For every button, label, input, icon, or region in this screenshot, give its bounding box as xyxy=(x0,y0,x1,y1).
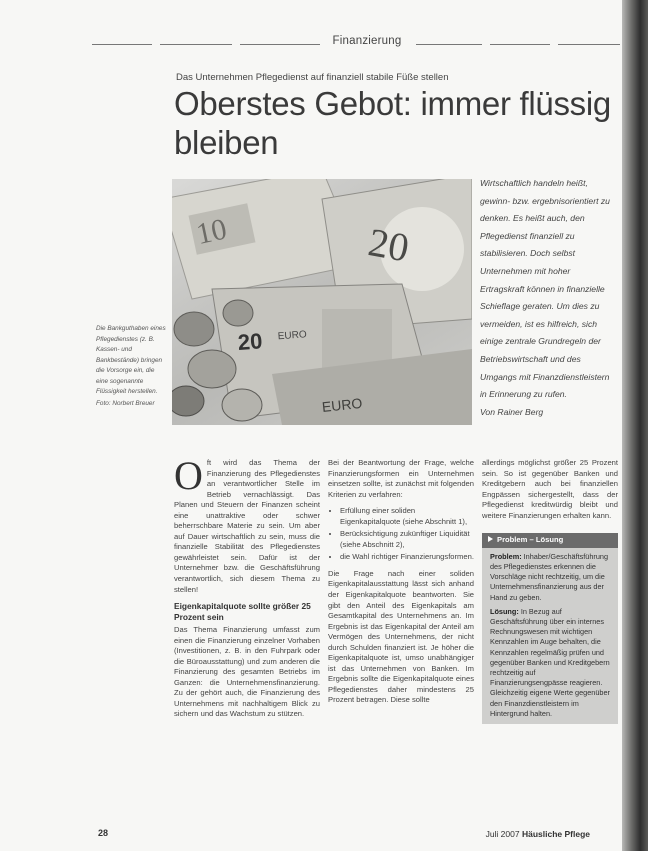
infobox-header: Problem – Lösung xyxy=(482,533,618,548)
rule xyxy=(240,44,320,45)
teaser xyxy=(480,175,614,421)
paragraph: Oft wird das Thema der Finanzierung des Pflegedienstes an verantwortlicher Stelle im Betrieb vernachlässigt. Das Planen und Steuern der Finanzen scheint eine unattraktive oder schwer beherrschbare Materie zu sein. Um aber auf Dauer wirtschaftlich zu sein, muss die finanzielle Stabilität des Pflegedienstes gewährleistet sein. Dafür ist der Unternehmer bzw. die Geschäftsführung verantwortlich, sich diesem Thema zu stellen! xyxy=(174,453,320,594)
article-column-2 xyxy=(328,458,474,712)
note-value: 10 xyxy=(193,212,230,251)
section-header xyxy=(92,36,620,50)
photo-credit: Foto: Norbert Breuer xyxy=(96,399,155,407)
rule xyxy=(490,44,550,45)
problem-solution-box xyxy=(482,533,618,724)
section-label: Finanzierung xyxy=(332,35,402,47)
magazine-name: Häusliche Pflege xyxy=(521,829,590,839)
paragraph: allerdings möglichst größer 25 Prozent sein. So ist gegenüber Banken und Kreditgebern auch bei finanziellen Engpässen sichergestellt, dass der Pflegedienst kreditwürdig bleibt und weitere Finanzierungen erhalten kann. xyxy=(482,458,618,520)
caption-text: Die Bankguthaben eines Pflegedienstes (z. B. Kassen- und Bankbestände) bringen die Vorsorge ein, die eine sogenannte Flüssigkeit herstellen. xyxy=(96,325,166,395)
problem-text: Problem: Inhaber/Geschäftsführung des Pflegedienstes erkennen die Vorschläge nicht rechtzeitig, um die Unternehmensfinanzierung aus der Hand zu geben. xyxy=(490,551,609,602)
issue-date: Juli 2007 xyxy=(485,829,520,839)
rule xyxy=(92,44,152,45)
note-value: 20 xyxy=(236,328,264,355)
bullet-list xyxy=(328,506,474,563)
paragraph: Bei der Beantwortung der Frage, welche Finanzierungsformen ein Unternehmen einsetzen sollte, ist zunächst mit folgenden Kriterien zu verfahren: xyxy=(328,458,474,499)
kicker: Das Unternehmen Pflegedienst auf finanziell stabile Füße stellen xyxy=(176,72,449,83)
page-footer xyxy=(486,829,590,839)
money-photo xyxy=(172,179,472,425)
list-item: • Berücksichtigung zukünftiger Liquidität (siehe Abschnitt 2), xyxy=(340,529,474,550)
rule xyxy=(558,44,620,45)
note-text: EURO xyxy=(321,394,364,416)
rule xyxy=(416,44,482,45)
photo-caption xyxy=(96,324,168,409)
subheading: Eigenkapitalquote sollte größer 25 Prozent sein xyxy=(174,601,311,622)
list-item: • Erfüllung einer soliden Eigenkapitalquote (siehe Abschnitt 1), xyxy=(340,506,474,527)
paragraph: Die Frage nach einer soliden Eigenkapitalausstattung lässt sich anhand der Eigenkapitalquote beantworten. Sie gibt den Anteil des Eigenkapitals am Gesamtkapital des Unternehmens an. Im Ergebnis ist das Eigenkapital der Anteil am Vermögen des Unternehmens, der nicht durch Schulden finanziert ist. Je höher die Eigenkapitalquote ist, umso unabhängiger ist das Unternehmen von Banken. Im Ergebnis sollte die Eigenkapitalquote eines Pflegedienstes daher mindestens 25 Prozent betragen. Diese sollte xyxy=(328,568,474,705)
play-arrow-icon xyxy=(488,536,493,542)
article-column-1 xyxy=(174,453,320,726)
author-byline: Von Rainer Berg xyxy=(480,406,544,417)
page-title: Oberstes Gebot: immer flüssig bleiben xyxy=(174,85,611,161)
solution-text: Lösung: In Bezug auf Geschäftsführung über ein internes Rechnungswesen mit wichtigen Kennzahlen im Auge behalten, die Kennzahlen regelmäßig prüfen und gegenüber Banken und Kreditgebern rechtzeitig auf Finanzierungsengpässe reagieren. Gleichzeitig eigene Werte gegenüber den Finanzdienstleistern im Hintergrund halten. xyxy=(490,606,610,718)
rule xyxy=(160,44,232,45)
paragraph: Das Thema Finanzierung umfasst zum einen die Finanzierung einzelner Vorhaben (Investitionen, z. B. in den Fuhrpark oder die Büroausstattung) und zum anderen die Finanzierung des gesamten Betriebs im Ganzen: die Unternehmensfinanzierung. Zu der gehört auch, die Finanzierung des Unternehmens mit nachhaltigem Blick zu sichern und das Wachstum zu stützen. xyxy=(174,625,320,719)
page-number: 28 xyxy=(98,828,109,838)
book-spine-shadow xyxy=(622,0,648,851)
list-item: • die Wahl richtiger Finanzierungsformen. xyxy=(340,552,474,563)
note-value: 20 xyxy=(365,219,413,271)
teaser-text: Wirtschaftlich handeln heißt, gewinn- bzw. ergebnisorientiert zu denken. Es heißt auch, den Pflegedienst finanziell zu stabilisieren. Doch selbst Unternehmen mit hoher Ertragskraft können in finanzielle Schieflage geraten. Um dies zu vermeiden, ist es hilfreich, sich einige zentrale Grundregeln der Betriebswirtschaft und des Umgangs mit Finanzdienstleistern in Erinnerung zu rufen. xyxy=(480,178,610,400)
article-column-3 xyxy=(482,458,618,724)
drop-cap: O xyxy=(174,453,203,498)
note-text: EURO xyxy=(277,329,308,343)
